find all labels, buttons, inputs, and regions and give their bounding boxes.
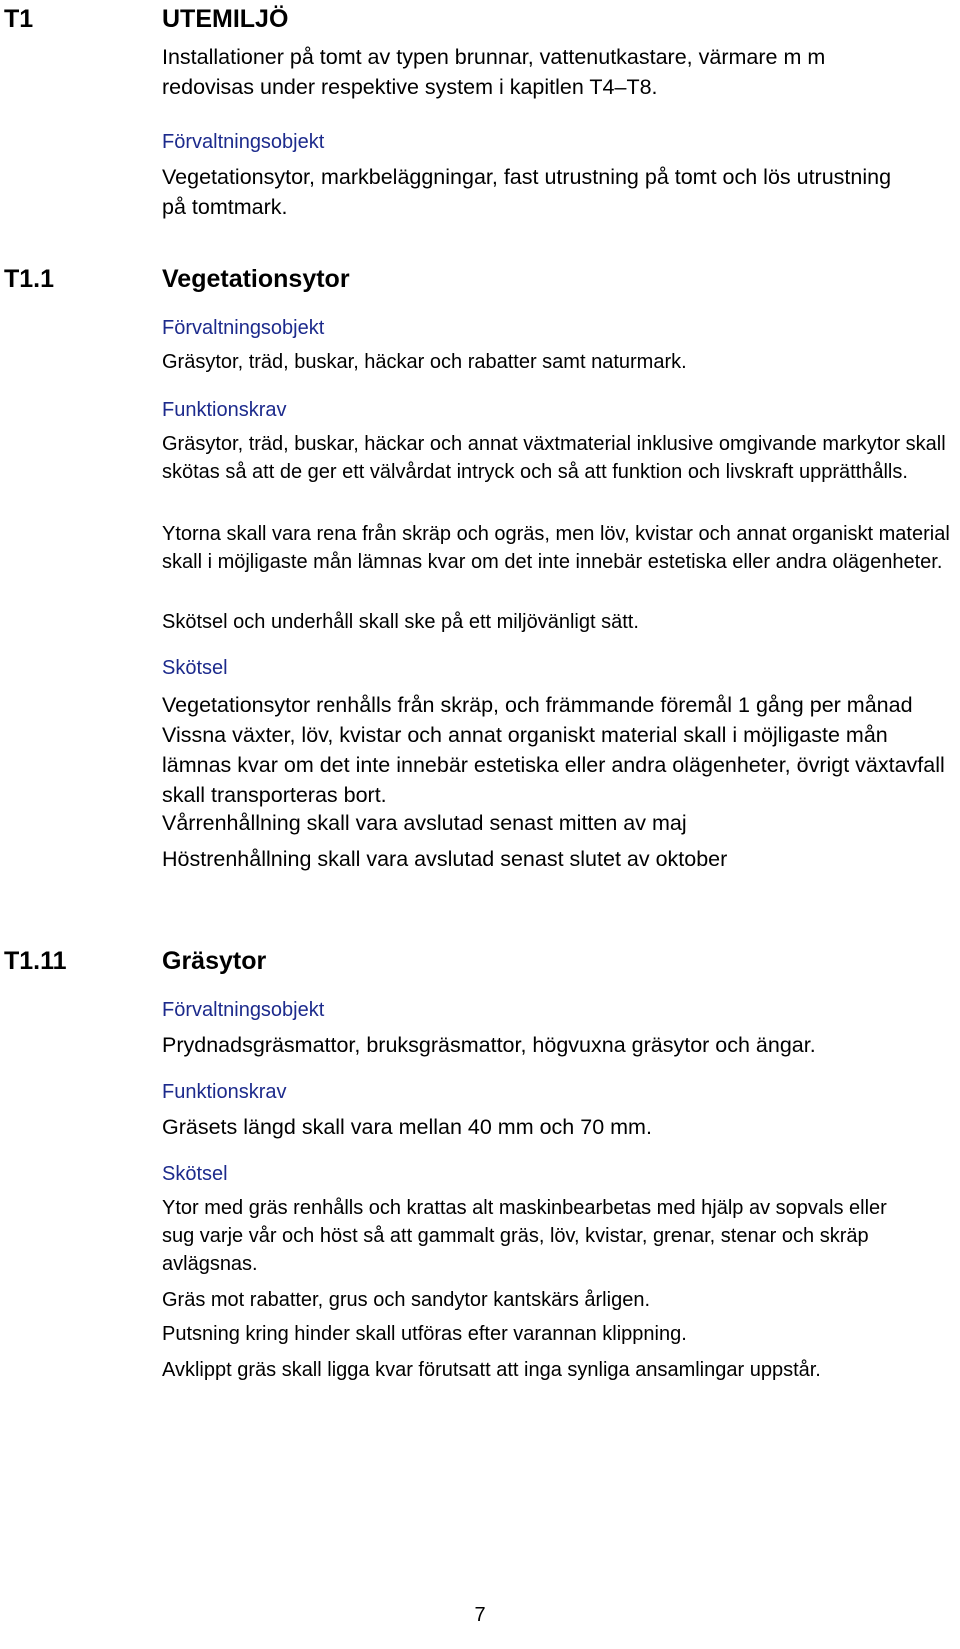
t1-11-skotsel-label: Skötsel [162, 1163, 228, 1185]
t1-11-funktion-label: Funktionskrav [162, 1081, 287, 1103]
t1-11-skotsel-p2: Gräs mot rabatter, grus och sandytor kantskärs årligen. [162, 1289, 650, 1311]
section-title-t1: UTEMILJÖ [162, 5, 289, 33]
t1-intro: Installationer på tomt av typen brunnar, vattenutkastare, värmare m m redovisas under respektive system i kapitlen T4–T8. [162, 45, 826, 99]
t1-1-skotsel-label: Skötsel [162, 657, 228, 679]
section-number-t1-11: T1.11 [4, 947, 67, 975]
section-title-t1-1: Vegetationsytor [162, 265, 350, 293]
t1-11-skotsel-p1: Ytor med gräs renhålls och krattas alt maskinbearbetas med hjälp av sopvals eller sug varje vår och höst så att gammalt gräs, löv, kvistar, grenar, stenar och skräp avlägsnas. [162, 1197, 887, 1275]
t1-11-funktion-text: Gräsets längd skall vara mellan 40 mm och 70 mm. [162, 1115, 652, 1139]
t1-forvaltning-label: Förvaltningsobjekt [162, 131, 325, 153]
t1-1-skotsel-p1: Vegetationsytor renhålls från skräp, och främmande föremål 1 gång per månad Vissna växter, löv, kvistar och annat organiskt material skall i möjligaste mån lämnas kvar om det inte innebär estetiska eller andra olägenheter, övrigt växtavfall skall transporteras bort. [162, 693, 945, 807]
t1-11-forvaltning-text: Prydnadsgräsmattor, bruksgräsmattor, högvuxna gräsytor och ängar. [162, 1033, 816, 1057]
t1-1-forvaltning-label: Förvaltningsobjekt [162, 317, 325, 339]
t1-1-funktion-label: Funktionskrav [162, 399, 287, 421]
t1-1-funktion-p1: Gräsytor, träd, buskar, häckar och annat växtmaterial inklusive omgivande markytor skall skötas så att de ger ett välvårdat intryck och så att funktion och livskraft upprätthålls. [162, 433, 946, 483]
t1-forvaltning-text: Vegetationsytor, markbeläggningar, fast utrustning på tomt och lös utrustning på tomtmark. [162, 165, 892, 219]
t1-11-forvaltning-label: Förvaltningsobjekt [162, 999, 325, 1021]
t1-1-funktion-p2: Ytorna skall vara rena från skräp och ogräs, men löv, kvistar och annat organiskt material skall i möjligaste mån lämnas kvar om det inte innebär estetiska eller andra olägenheter. [162, 523, 950, 573]
t1-11-skotsel-p3: Putsning kring hinder skall utföras efter varannan klippning. [162, 1323, 687, 1345]
section-title-t1-11: Gräsytor [162, 947, 267, 975]
t1-1-skotsel-p2: Vårrenhållning skall vara avslutad senast mitten av maj [162, 811, 687, 835]
page-number: 7 [474, 1604, 486, 1626]
section-number-t1: T1 [4, 5, 34, 33]
t1-1-forvaltning-text: Gräsytor, träd, buskar, häckar och rabatter samt naturmark. [162, 351, 687, 373]
section-number-t1-1: T1.1 [4, 265, 55, 293]
t1-11-skotsel-p4: Avklippt gräs skall ligga kvar förutsatt att inga synliga ansamlingar uppstår. [162, 1359, 821, 1381]
t1-1-funktion-p3: Skötsel och underhåll skall ske på ett miljövänligt sätt. [162, 611, 639, 633]
t1-1-skotsel-p3: Höstrenhållning skall vara avslutad senast slutet av oktober [162, 847, 728, 871]
